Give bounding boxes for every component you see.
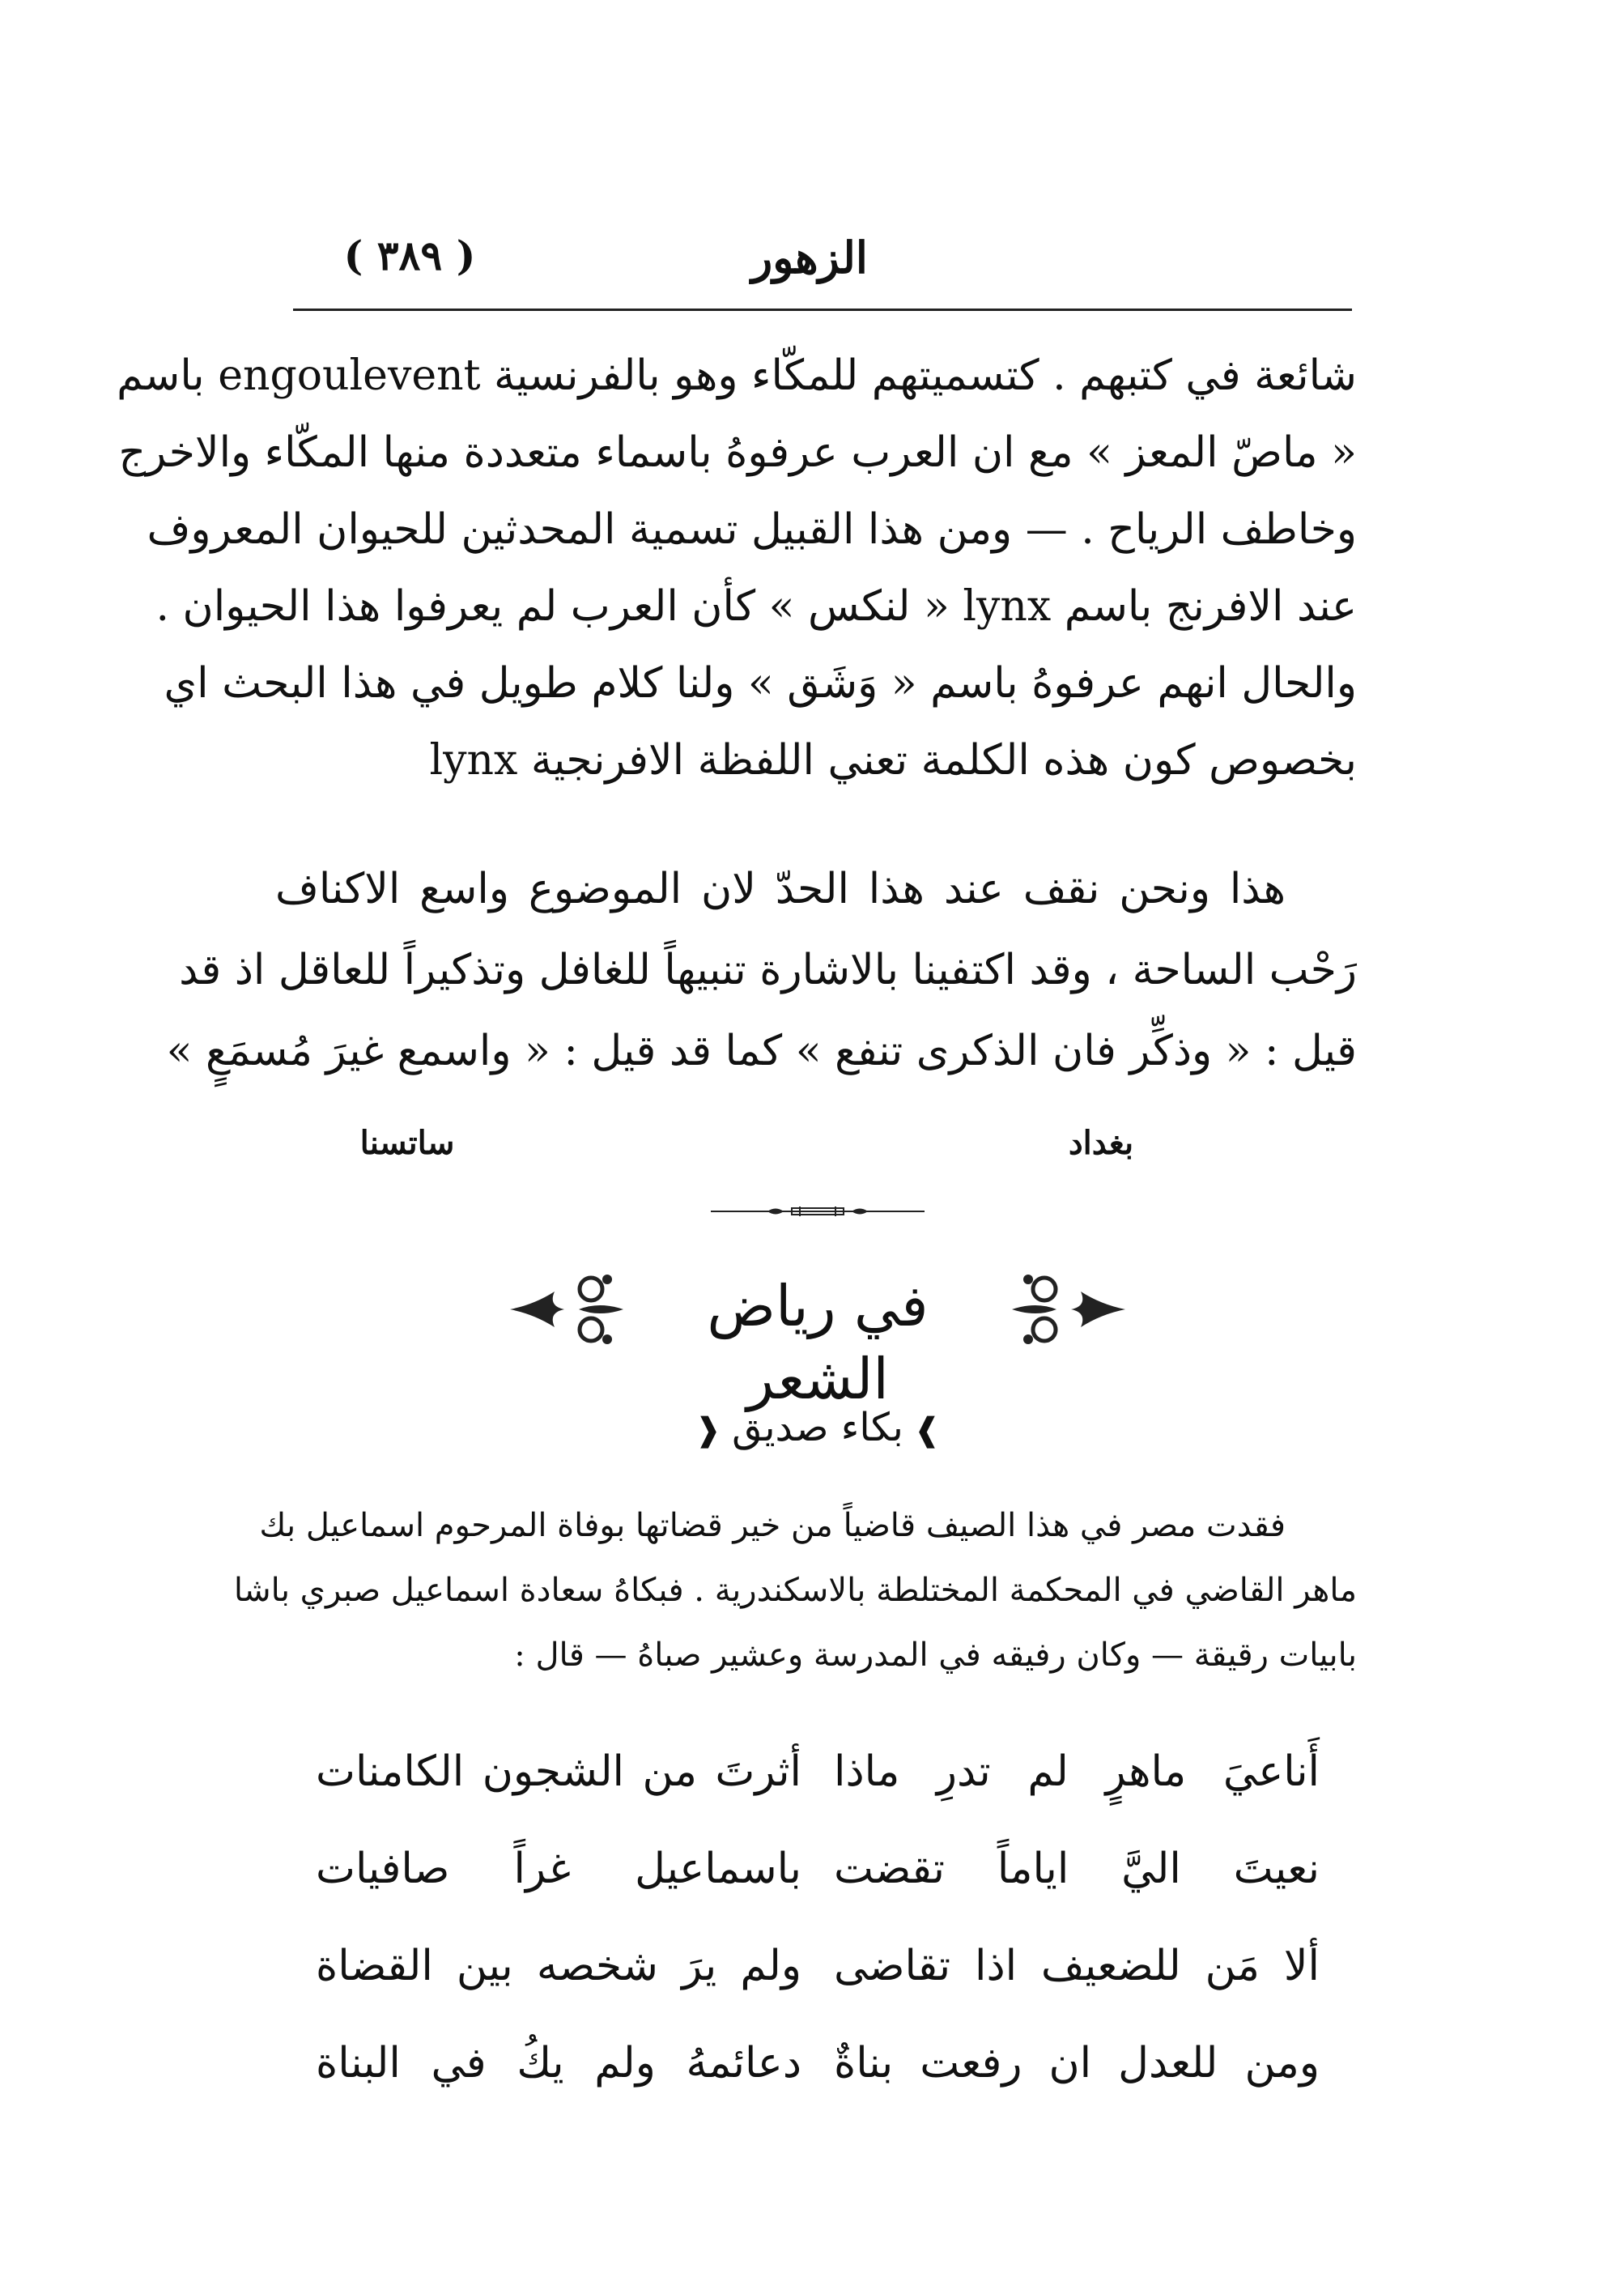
place-signature: بغداد [1068,1124,1134,1162]
divider-ornament [711,1205,925,1218]
poem-verse [316,2031,1320,2096]
text-line: عند الافرنج باسم lynx « لنكس » كأن العرب لم يعرفوا هذا الحيوان . [155,582,1357,631]
verse-first-hemistich: نعيتَ اليَّ اياماً تقضت [834,1845,1320,1893]
text-line: رَحْب الساحة ، وقد اكتفينا بالاشارة تنبيهاً للغافل وتذكيراً للعاقل اذ قد [179,946,1357,994]
text-line: وخاطف الرياح . — ومن هذا القبيل تسمية المحدثين للحيوان المعروف [147,505,1357,554]
verse-first-hemistich: ألا مَن للضعيف اذا تقاضى [834,1942,1320,1990]
fleuron-icon [502,1265,631,1354]
section-title: في رياض الشعر [707,1273,929,1412]
author-signature: ساتسنا [359,1124,455,1162]
verse-second-hemistich: أثرتَ من الشجون الكامنات [316,1747,801,1796]
poem-subtitle-text: بكاء صديق [732,1405,903,1450]
fleuron-icon [1004,1265,1133,1354]
text-line: قيل : « وذكِّر فان الذكرى تنفع » كما قد قيل : « واسمع غيرَ مُسمَعٍ » [166,1027,1357,1075]
poem-subtitle [664,1399,971,1458]
text-line: بخصوص كون هذه الكلمة تعني اللفظة الافرنجية lynx [429,736,1357,785]
text-line: والحال انهم عرفوهُ باسم « وَشَق » ولنا كلام طويل في هذا البحث اي [164,659,1357,708]
text-line: شائعة في كتبهم . كتسميتهم للمكّاء وهو بالفرنسية engoulevent باسم [117,351,1357,400]
section-heading [502,1255,1133,1412]
verse-first-hemistich: أَناعيَ ماهرٍ لم تدرِ ماذا [834,1747,1320,1796]
text-line: ماهر القاضي في المحكمة المختلطة بالاسكندرية . فبكاهُ سعادة اسماعيل صبري باشا [233,1572,1357,1609]
text-line: بابيات رقيقة — وكان رفيقه في المدرسة وعشير صباهُ — قال : [514,1636,1357,1674]
page-number: ( ٣٨٩ ) [343,232,476,279]
bracket-ornament-icon: ❰ [694,1411,733,1449]
text-line: هذا ونحن نقف عند هذا الحدّ لان الموضوع واسع الاكناف [275,865,1286,913]
verse-first-hemistich: ومن للعدل ان رفعت بناةٌ [834,2039,1320,2088]
verse-second-hemistich: دعائمهُ ولم يكُ في البناة [316,2039,801,2088]
poem-verse [316,1836,1320,1901]
header-rule [293,309,1352,311]
verse-second-hemistich: باسماعيل غراً صافيات [316,1845,801,1893]
bracket-ornament-icon: ❱ [903,1411,942,1449]
verse-second-hemistich: ولم يرَ شخصه بين القضاة [316,1942,801,1990]
text-line: فقدت مصر في هذا الصيف قاضياً من خير قضاتها بوفاة المرحوم اسماعيل بك [259,1507,1286,1544]
text-line: « ماصّ المعز » مع ان العرب عرفوهُ باسماء متعددة منها المكّاء والاخرج [118,428,1357,477]
poem-verse [316,1934,1320,1998]
running-head-title: الزهور [751,232,868,283]
poem-verse [316,1739,1320,1804]
